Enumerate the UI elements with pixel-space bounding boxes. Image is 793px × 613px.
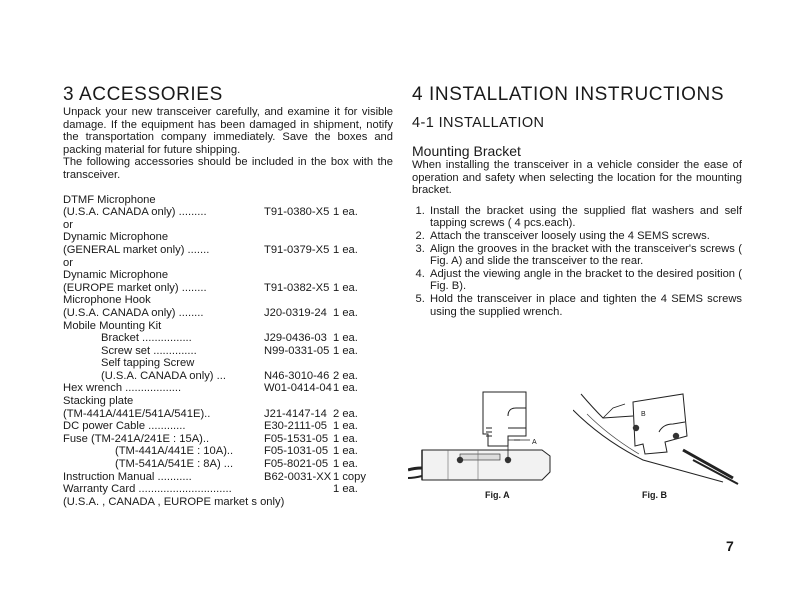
accessories-list: [63, 194, 393, 509]
figure-a-illustration: [408, 388, 573, 490]
accessory-label: (U.S.A. CANADA only) .........: [63, 206, 207, 219]
accessory-label: (TM-441A/441E/541A/541E)..: [63, 407, 211, 420]
page-number: 7: [726, 538, 734, 554]
accessory-label: or: [63, 256, 73, 269]
accessory-row: [63, 219, 393, 232]
accessory-quantity: 2 ea.: [333, 407, 358, 420]
accessory-part-number: F05-1031-05: [264, 445, 329, 458]
accessory-part-number: N99-0331-05: [264, 344, 330, 357]
accessory-row: [63, 496, 393, 509]
accessory-label: Instruction Manual ...........: [63, 470, 192, 483]
accessory-label: Fuse (TM-241A/241E : 15A)..: [63, 432, 210, 445]
accessory-row: [63, 370, 393, 383]
accessory-label: (GENERAL market only) .......: [63, 243, 210, 256]
accessory-label: DC power Cable ............: [63, 420, 186, 433]
accessory-row: [63, 244, 393, 257]
figure-b-callout: B: [641, 411, 646, 418]
accessory-part-number: J21-4147-14: [264, 407, 327, 420]
accessory-row: [63, 307, 393, 320]
accessory-label: Self tapping Screw: [101, 357, 195, 370]
accessory-row: [63, 231, 393, 244]
accessory-quantity: 1 ea.: [333, 382, 358, 395]
step-item: 3. Align the grooves in the bracket with the transceiver's screws ( Fig. A) and slide the transceiver to the rear.: [428, 243, 742, 268]
accessory-quantity: 1 ea.: [333, 344, 358, 357]
accessory-row: [63, 445, 393, 458]
accessories-intro: Unpack your new transceiver carefully, and examine it for visible damage. If the equipment has been damaged in shipment, notify the transportation company immediately. Save the boxes and packing material for future shipping.: [63, 106, 393, 156]
accessory-row: [63, 395, 393, 408]
installation-subtitle: 4-1 INSTALLATION: [412, 115, 545, 131]
accessory-label: (U.S.A. CANADA only) ...: [101, 369, 226, 382]
accessory-part-number: T91-0380-X5: [264, 206, 330, 219]
accessory-label: Warranty Card ..............................: [63, 483, 232, 496]
installation-section: [412, 84, 742, 318]
accessory-row: [63, 257, 393, 270]
accessory-part-number: N46-3010-46: [264, 369, 330, 382]
accessory-label: Screw set ..............: [101, 344, 197, 357]
accessory-row: [63, 382, 393, 395]
accessory-quantity: 1 ea.: [333, 281, 358, 294]
installation-title: 4 INSTALLATION INSTRUCTIONS: [412, 84, 725, 105]
accessory-quantity: 1 ea.: [333, 483, 358, 496]
accessory-label: (U.S.A. CANADA only) ........: [63, 306, 204, 319]
accessory-quantity: 2 ea.: [333, 369, 358, 382]
accessory-label: (TM-541A/541E : 8A) ...: [115, 458, 234, 471]
accessory-label: (TM-441A/441E : 10A)..: [115, 445, 234, 458]
accessory-row: [63, 206, 393, 219]
accessory-row: [63, 294, 393, 307]
accessory-row: [63, 433, 393, 446]
accessory-quantity: 1 ea.: [333, 420, 358, 433]
accessory-row: [63, 458, 393, 471]
step-item: 2. Attach the transceiver loosely using the 4 SEMS screws.: [428, 230, 742, 243]
accessory-row: [63, 471, 393, 484]
figure-b-caption: Fig. B: [642, 490, 667, 500]
accessory-quantity: 1 ea.: [333, 332, 358, 345]
accessory-part-number: E30-2111-05: [264, 420, 328, 433]
accessory-quantity: 1 ea.: [333, 445, 358, 458]
accessory-label: Stacking plate: [63, 395, 134, 408]
accessory-label: Bracket ................: [101, 332, 192, 345]
accessory-label: Microphone Hook: [63, 294, 151, 307]
accessory-row: [63, 332, 393, 345]
accessory-row: [63, 420, 393, 433]
accessories-section: [63, 84, 393, 508]
accessory-row: [63, 345, 393, 358]
accessory-row: [63, 483, 393, 496]
accessory-part-number: B62-0031-XX: [264, 470, 332, 483]
accessory-label: (U.S.A. , CANADA , EUROPE market s only): [63, 495, 285, 508]
accessories-title: 3 ACCESSORIES: [63, 84, 223, 105]
accessory-quantity: 1 ea.: [333, 432, 358, 445]
accessory-part-number: J20-0319-24: [264, 306, 327, 319]
accessory-part-number: J29-0436-03: [264, 332, 327, 345]
step-item: 1. Install the bracket using the supplied flat washers and self tapping screws ( 4 pcs.each).: [428, 205, 742, 230]
accessory-row: [63, 320, 393, 333]
mounting-bracket-heading: Mounting Bracket: [412, 143, 521, 159]
accessory-quantity: 1 ea.: [333, 206, 358, 219]
accessory-quantity: 1 ea.: [333, 243, 358, 256]
accessory-label: DTMF Microphone: [63, 193, 156, 206]
accessories-intro-2: The following accessories should be included in the box with the transceiver.: [63, 156, 393, 181]
accessory-label: or: [63, 218, 73, 231]
accessory-row: [63, 282, 393, 295]
accessory-part-number: W01-0414-04: [264, 382, 332, 395]
accessory-label: (EUROPE market only) ........: [63, 281, 207, 294]
accessory-quantity: 1 ea.: [333, 458, 358, 471]
accessory-part-number: T91-0382-X5: [264, 281, 330, 294]
figure-a-callout: A: [532, 439, 537, 446]
mounting-bracket-intro: When installing the transceiver in a vehicle consider the ease of operation and safety when selecting the location for the mounting bracket.: [412, 159, 742, 197]
accessory-label: Mobile Mounting Kit: [63, 319, 162, 332]
figure-a-caption: Fig. A: [485, 490, 510, 500]
figure-b-illustration: [573, 390, 743, 488]
installation-steps: [412, 205, 742, 318]
accessory-quantity: 1 ea.: [333, 306, 358, 319]
accessory-label: Hex wrench ..................: [63, 382, 182, 395]
step-item: 4. Adjust the viewing angle in the bracket to the desired position ( Fig. B).: [428, 268, 742, 293]
accessory-part-number: T91-0379-X5: [264, 243, 330, 256]
accessory-row: [63, 194, 393, 207]
accessory-label: Dynamic Microphone: [63, 231, 169, 244]
step-item: 5. Hold the transceiver in place and tighten the 4 SEMS screws using the supplied wrench.: [428, 293, 742, 318]
accessory-row: [63, 357, 393, 370]
accessory-part-number: F05-8021-05: [264, 458, 329, 471]
accessory-row: [63, 408, 393, 421]
accessory-label: Dynamic Microphone: [63, 269, 169, 282]
accessory-quantity: 1 copy: [333, 470, 366, 483]
accessory-row: [63, 269, 393, 282]
accessory-part-number: F05-1531-05: [264, 432, 329, 445]
